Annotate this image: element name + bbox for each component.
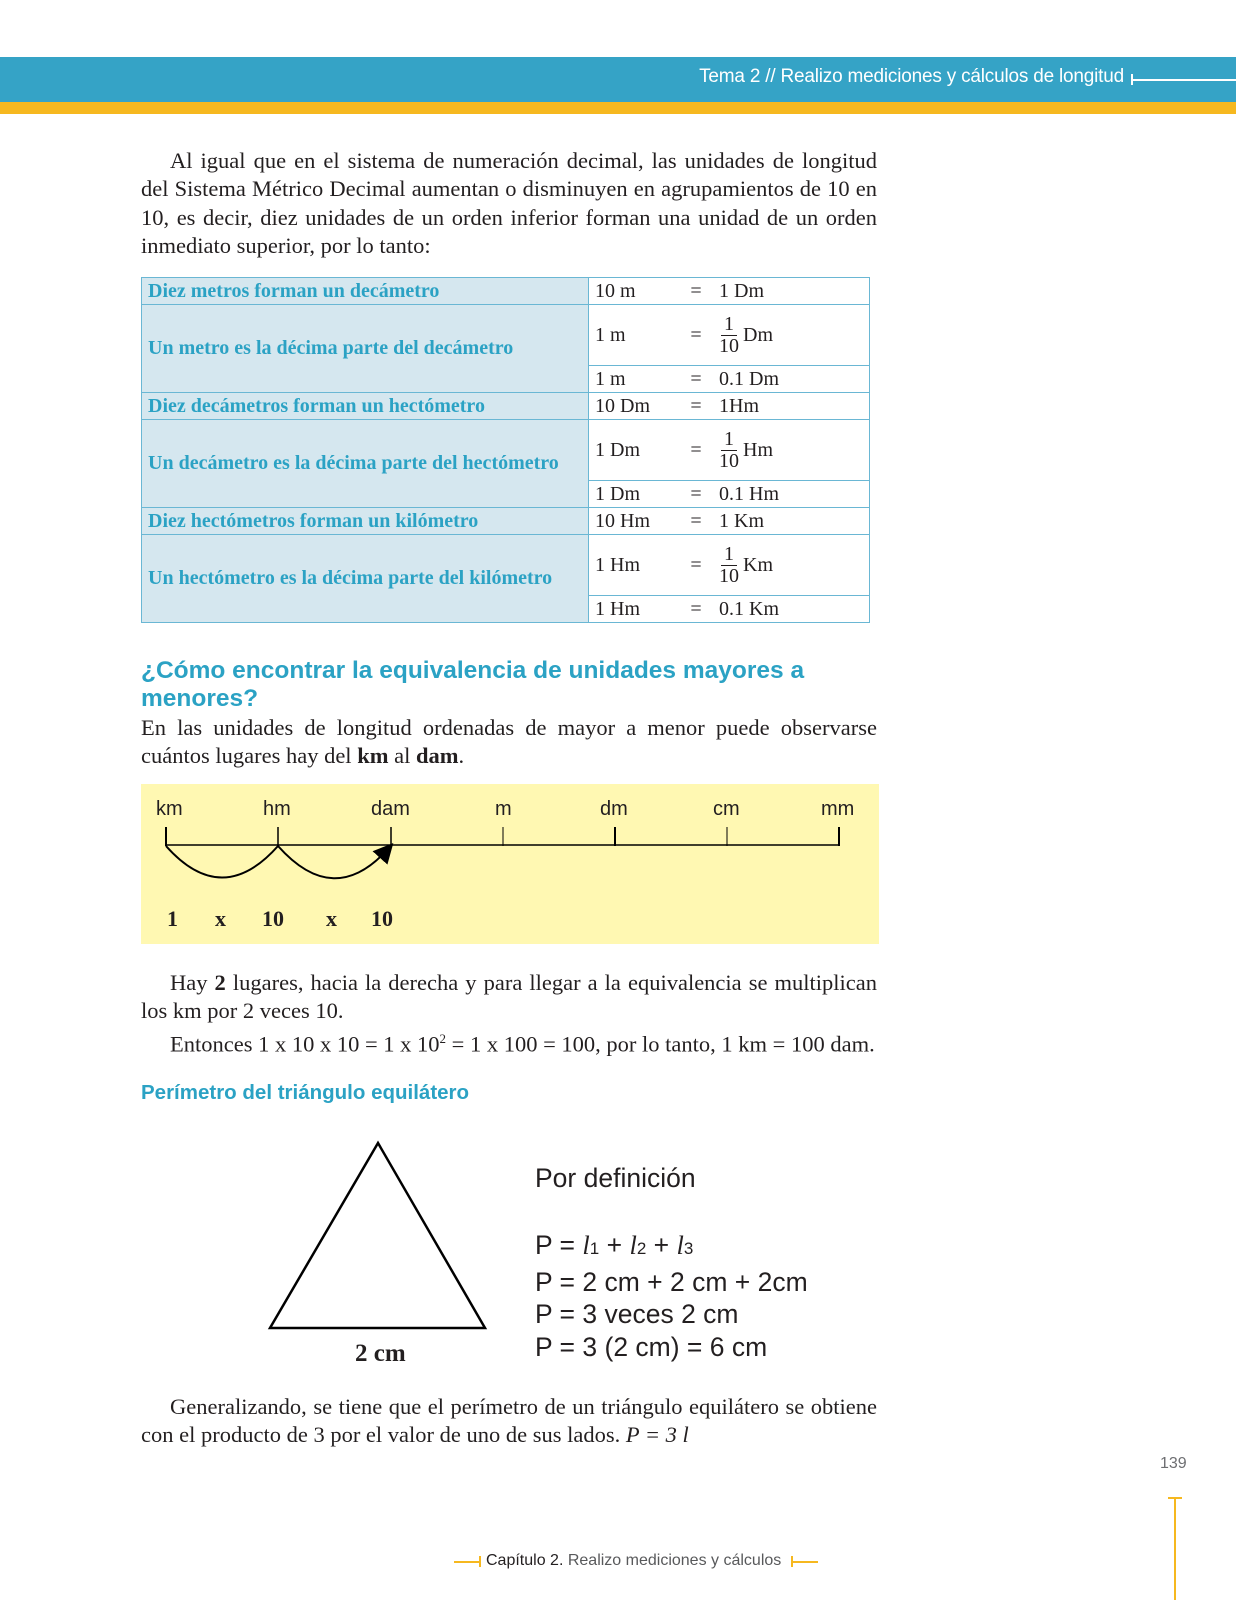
footer-line-left-tick bbox=[479, 1556, 481, 1567]
eq-left: 1 m bbox=[595, 323, 626, 346]
eq-sign: = bbox=[690, 482, 702, 505]
fraction-numerator: 1 bbox=[721, 544, 737, 566]
side-rule bbox=[1174, 1497, 1176, 1600]
body-km: km bbox=[357, 743, 389, 769]
header-accent-stripe bbox=[0, 102, 1236, 114]
explain-paragraph-2 bbox=[170, 1025, 890, 1059]
body-text: Entonces 1 x 10 x 10 = 1 x 10 bbox=[170, 1031, 440, 1057]
fraction-numerator: 1 bbox=[721, 314, 737, 336]
row-equation bbox=[589, 508, 870, 535]
row-equation bbox=[589, 393, 870, 420]
page-number: 139 bbox=[1160, 1455, 1187, 1472]
row-label: Diez hectómetros forman un kilómetro bbox=[142, 508, 589, 535]
header-title: Tema 2 // Realizo mediciones y cálculos de longitud bbox=[699, 66, 1124, 87]
body-text: = 1 x 100 = 100, por lo tanto, 1 km = 100 dam. bbox=[446, 1031, 875, 1057]
body-text: En las unidades de longitud ordenadas de mayor a menor puede observarse cuántos lugares hay del bbox=[141, 715, 877, 769]
row-equation-fraction bbox=[589, 305, 870, 366]
eq-right: 1Hm bbox=[719, 394, 759, 417]
unit-scale-diagram bbox=[141, 784, 879, 944]
fraction-unit: Dm bbox=[743, 323, 773, 346]
unit-label: cm bbox=[713, 798, 740, 820]
eq-sign: = bbox=[690, 367, 702, 390]
fraction-denominator: 10 bbox=[719, 449, 739, 472]
fraction-denominator: 10 bbox=[719, 334, 739, 357]
eq-sign: = bbox=[690, 394, 702, 417]
fraction-unit: Hm bbox=[743, 438, 773, 461]
footer-chapter-title: Realizo mediciones y cálculos bbox=[567, 1552, 782, 1569]
equilateral-triangle bbox=[260, 1135, 500, 1335]
header-line bbox=[1133, 79, 1236, 81]
formula-line-sum: P = l1 + l2 + l3 bbox=[535, 1230, 694, 1260]
table-row bbox=[142, 278, 870, 305]
body-text: al bbox=[388, 743, 416, 769]
eq-left: 10 m bbox=[595, 279, 636, 302]
row-label: Un decámetro es la décima parte del hectómetro bbox=[142, 420, 589, 508]
jump-arc bbox=[166, 846, 278, 878]
jump-arc-arrow bbox=[278, 846, 388, 878]
section1-body bbox=[141, 714, 877, 771]
table-row bbox=[142, 393, 870, 420]
unit-label: mm bbox=[821, 798, 855, 820]
exponent: 2 bbox=[439, 1031, 447, 1046]
table-row bbox=[142, 508, 870, 535]
eq-sign: = bbox=[690, 509, 702, 532]
section-heading-equivalence: ¿Cómo encontrar la equivalencia de unidades mayores a menores? bbox=[141, 657, 805, 712]
perimeter-formulas bbox=[535, 1229, 808, 1363]
row-equation bbox=[589, 366, 870, 393]
eq-left: 1 Dm bbox=[595, 438, 640, 461]
unit-label: dam bbox=[371, 798, 410, 820]
row-label: Diez metros forman un decámetro bbox=[142, 278, 589, 305]
fraction-unit: Km bbox=[743, 553, 773, 576]
multiplication-term: 10 bbox=[262, 906, 284, 931]
triangle-side-label: 2 cm bbox=[355, 1340, 406, 1367]
multiplication-term: 10 bbox=[371, 906, 393, 931]
eq-right: 0.1 Hm bbox=[719, 482, 779, 505]
table-row bbox=[142, 535, 870, 596]
row-equation bbox=[589, 596, 870, 623]
fraction-denominator: 10 bbox=[719, 564, 739, 587]
multiplication-term: x bbox=[326, 906, 337, 931]
eq-right: 0.1 Dm bbox=[719, 367, 779, 390]
formula-line: P = 3 veces 2 cm bbox=[535, 1299, 739, 1329]
explain-paragraph-1 bbox=[141, 969, 877, 1026]
fraction bbox=[719, 314, 739, 357]
row-label: Un metro es la décima parte del decámetro bbox=[142, 305, 589, 393]
unit-label: dm bbox=[600, 798, 628, 820]
body-bold: 2 bbox=[214, 970, 226, 995]
fraction bbox=[719, 429, 739, 472]
fraction bbox=[719, 544, 739, 587]
eq-sign: = bbox=[690, 279, 702, 302]
side-rule-cap bbox=[1168, 1497, 1182, 1499]
eq-left: 10 Hm bbox=[595, 509, 650, 532]
eq-right: 1 Km bbox=[719, 509, 764, 532]
formula-line: P = 2 cm + 2 cm + 2cm bbox=[535, 1266, 808, 1297]
row-equation bbox=[589, 278, 870, 305]
eq-right: 0.1 Km bbox=[719, 597, 779, 620]
eq-left: 10 Dm bbox=[595, 394, 650, 417]
body-text: lugares, hacia la derecha y para llegar a la equivalencia se multiplican los km por 2 veces 10. bbox=[141, 970, 877, 1024]
eq-sign: = bbox=[690, 323, 702, 346]
eq-sign: = bbox=[690, 553, 702, 576]
conclusion-paragraph bbox=[141, 1393, 877, 1450]
eq-sign: = bbox=[690, 597, 702, 620]
multiplication-term: 1 bbox=[167, 906, 178, 931]
equivalence-table bbox=[141, 277, 870, 623]
row-equation-fraction bbox=[589, 420, 870, 481]
footer-chapter-number: Capítulo 2. bbox=[486, 1552, 564, 1569]
unit-label: hm bbox=[263, 798, 291, 820]
unit-label: km bbox=[156, 798, 183, 820]
multiplication-term: x bbox=[215, 906, 226, 931]
eq-sign: = bbox=[690, 438, 702, 461]
body-text: . bbox=[458, 743, 465, 769]
eq-left: 1 Hm bbox=[595, 553, 640, 576]
table-row bbox=[142, 305, 870, 366]
table-row bbox=[142, 420, 870, 481]
section-heading-perimeter: Perímetro del triángulo equilátero bbox=[141, 1081, 470, 1104]
eq-left: 1 m bbox=[595, 367, 626, 390]
footer-chapter bbox=[486, 1552, 781, 1570]
row-equation bbox=[589, 481, 870, 508]
conclusion-formula: P = 3 l bbox=[625, 1422, 689, 1448]
intro-paragraph: Al igual que en el sistema de numeración decimal, las unidades de longitud del Sistema Métrico Decimal aumentan o disminuyen en agrupamientos de 10 en 10, es decir, diez unidades de un orden inferior forman una unidad de un orden inmediato superior, por lo tanto: bbox=[141, 148, 877, 258]
formula-line: P = 3 (2 cm) = 6 cm bbox=[535, 1331, 768, 1362]
fraction-numerator: 1 bbox=[721, 429, 737, 451]
definition-title: Por definición bbox=[535, 1163, 696, 1193]
eq-left: 1 Dm bbox=[595, 482, 640, 505]
body-dam: dam bbox=[415, 743, 459, 769]
row-label: Un hectómetro es la décima parte del kilómetro bbox=[142, 535, 589, 623]
footer-line-right bbox=[791, 1561, 818, 1563]
unit-label: m bbox=[495, 798, 512, 820]
eq-right: 1 Dm bbox=[719, 279, 764, 302]
row-equation-fraction bbox=[589, 535, 870, 596]
footer-line-left bbox=[454, 1561, 481, 1563]
body-text: Generalizando, se tiene que el perímetro de un triángulo equilátero se obtiene con el producto de 3 por el valor de uno de sus lados. bbox=[141, 1394, 877, 1448]
body-text: Hay bbox=[170, 970, 215, 995]
row-label: Diez decámetros forman un hectómetro bbox=[142, 393, 589, 420]
eq-left: 1 Hm bbox=[595, 597, 640, 620]
